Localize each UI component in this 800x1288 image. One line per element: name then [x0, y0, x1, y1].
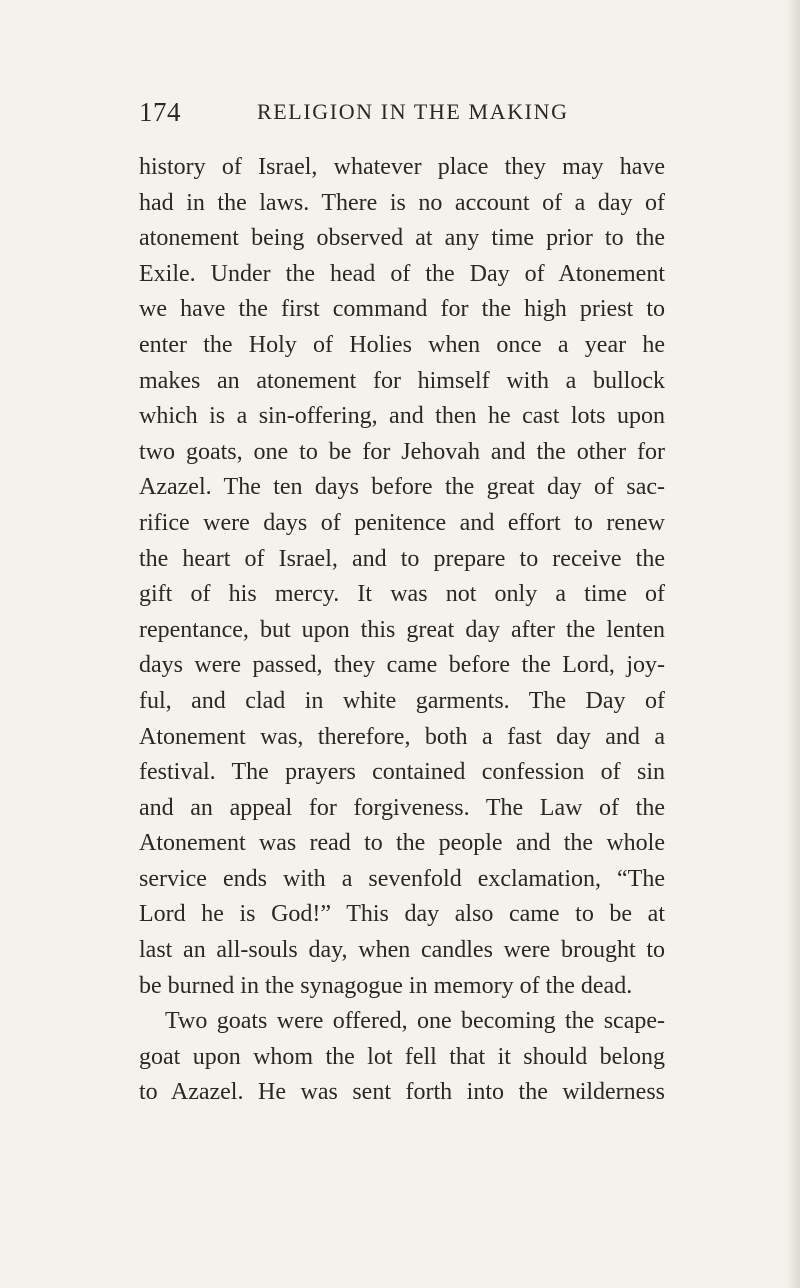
text-line: Azazel. The ten days before the great day of sac- — [139, 474, 665, 501]
text-line: goat upon whom the lot fell that it should belong — [139, 1043, 665, 1070]
text-line: had in the laws. There is no account of a day of — [139, 189, 665, 216]
text-line: Exile. Under the head of the Day of Atonement — [139, 260, 665, 287]
text-line: days were passed, they came before the Lord, joy- — [139, 652, 665, 679]
text-line: rifice were days of penitence and effort to renew — [139, 509, 665, 536]
text-line: enter the Holy of Holies when once a year he — [139, 331, 665, 358]
text-line: we have the first command for the high priest to — [139, 296, 665, 323]
text-line: makes an atonement for himself with a bullock — [139, 367, 665, 394]
text-line: Lord he is God!” This day also came to be at — [139, 901, 665, 928]
text-line: two goats, one to be for Jehovah and the other for — [139, 438, 665, 465]
text-line: atonement being observed at any time prior to the — [139, 225, 665, 252]
text-line: gift of his mercy. It was not only a time of — [139, 581, 665, 608]
text-line: service ends with a sevenfold exclamation, “The — [139, 865, 665, 892]
text-line: Atonement was read to the people and the whole — [139, 830, 665, 857]
text-line: festival. The prayers contained confession of sin — [139, 759, 665, 786]
body-text — [139, 150, 665, 1111]
text-line: history of Israel, whatever place they may have — [139, 154, 665, 180]
page-number: 174 — [139, 97, 181, 127]
text-line: and an appeal for forgiveness. The Law of the — [139, 794, 665, 821]
text-line: Atonement was, therefore, both a fast day and a — [139, 723, 665, 750]
text-line: ful, and clad in white garments. The Day of — [139, 687, 665, 714]
page-header — [139, 95, 679, 135]
text-line: to Azazel. He was sent forth into the wilderness — [139, 1079, 665, 1106]
text-line: be burned in the synagogue in memory of the dead. — [139, 972, 633, 999]
page-edge-shadow — [786, 0, 800, 1288]
text-line: Two goats were offered, one becoming the scape- — [165, 1008, 665, 1035]
running-head: RELIGION IN THE MAKING — [257, 99, 569, 124]
text-line: which is a sin-offering, and then he cast lots upon — [139, 403, 665, 430]
text-line: repentance, but upon this great day after the lenten — [139, 616, 665, 643]
text-line: the heart of Israel, and to prepare to receive the — [139, 545, 665, 572]
text-line: last an all-souls day, when candles were brought to — [139, 937, 665, 964]
